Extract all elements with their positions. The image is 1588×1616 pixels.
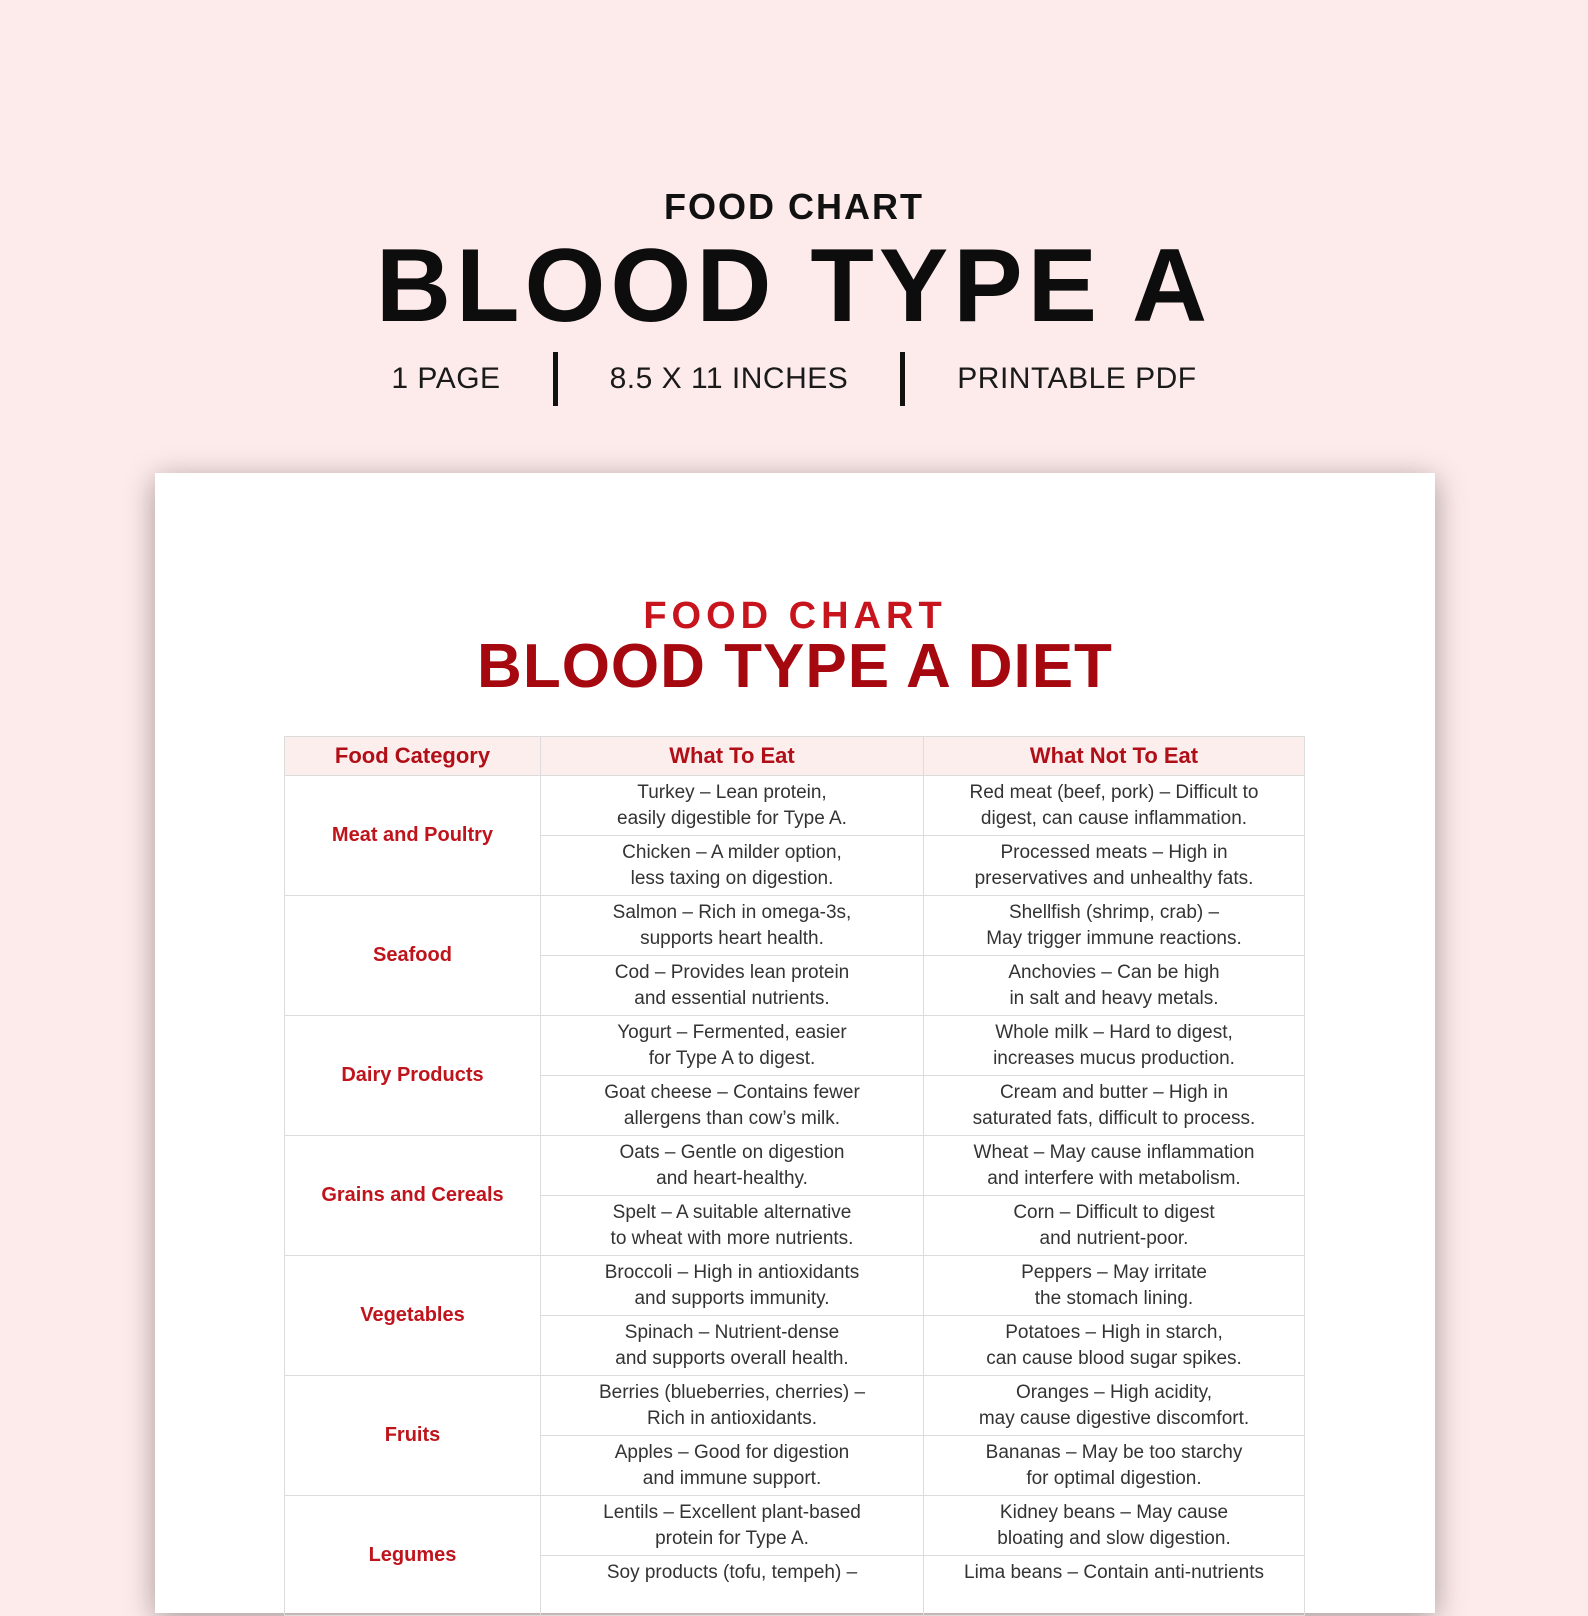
what-not-to-eat-cell <box>924 1016 1305 1076</box>
column-header-avoid: What Not To Eat <box>924 737 1305 776</box>
food-category-cell: Vegetables <box>285 1256 541 1376</box>
cell-text-line: Turkey – Lean protein, <box>637 781 827 803</box>
diet-table <box>284 736 1305 1616</box>
what-not-to-eat-cell <box>924 1076 1305 1136</box>
cell-text-line: Berries (blueberries, cherries) – <box>598 1381 866 1403</box>
cell-text-line: for Type A to digest. <box>648 1047 816 1069</box>
spec-size: 8.5 X 11 INCHES <box>609 362 849 395</box>
cell-text-line: Corn – Difficult to digest <box>1013 1201 1215 1223</box>
cell-text-line: Cod – Provides lean protein <box>614 961 850 983</box>
cell-text-line: protein for Type A. <box>655 1527 809 1549</box>
cell-text-line: Wheat – May cause inflammation <box>973 1141 1255 1163</box>
what-to-eat-cell <box>541 1016 924 1076</box>
cell-text-line: Yogurt – Fermented, easier <box>617 1021 847 1043</box>
product-specs <box>0 352 1588 406</box>
what-to-eat-cell <box>541 836 924 896</box>
cell-text-line: Goat cheese – Contains fewer <box>604 1081 860 1103</box>
what-not-to-eat-cell <box>924 1196 1305 1256</box>
cell-text-line: May trigger immune reactions. <box>986 927 1242 949</box>
cell-text-line: increases mucus production. <box>993 1047 1235 1069</box>
what-not-to-eat-cell <box>924 1316 1305 1376</box>
cell-text-line: Oats – Gentle on digestion <box>619 1141 845 1163</box>
document-preview <box>155 473 1435 1613</box>
what-to-eat-cell <box>541 776 924 836</box>
cell-text-line: Rich in antioxidants. <box>646 1407 818 1429</box>
cell-text-line <box>551 1586 913 1612</box>
food-category-cell: Dairy Products <box>285 1016 541 1136</box>
food-category-cell: Meat and Poultry <box>285 776 541 896</box>
document-title: BLOOD TYPE A DIET <box>477 632 1113 701</box>
cell-text-line: and essential nutrients. <box>634 987 830 1009</box>
cell-text-line: Shellfish (shrimp, crab) – <box>1008 901 1220 923</box>
cell-text-line: easily digestible for Type A. <box>617 807 847 829</box>
cell-text-line: Broccoli – High in antioxidants <box>604 1261 860 1283</box>
spec-pages: 1 PAGE <box>391 362 501 395</box>
what-to-eat-cell <box>541 1376 924 1436</box>
cell-text-line: and interfere with metabolism. <box>987 1167 1241 1189</box>
cell-text-line: preservatives and unhealthy fats. <box>974 867 1254 889</box>
what-to-eat-cell <box>541 1076 924 1136</box>
cell-text-line: Processed meats – High in <box>1000 841 1228 863</box>
what-not-to-eat-cell <box>924 1496 1305 1556</box>
food-category-cell: Seafood <box>285 896 541 1016</box>
cell-text-line: Apples – Good for digestion <box>614 1441 850 1463</box>
cell-text-line: Kidney beans – May cause <box>999 1501 1229 1523</box>
cell-text-line: digest, can cause inflammation. <box>980 807 1248 829</box>
cell-text-line: Spinach – Nutrient-dense <box>624 1321 840 1343</box>
what-to-eat-cell <box>541 1496 924 1556</box>
table-row <box>285 1136 1305 1196</box>
table-row <box>285 1016 1305 1076</box>
cell-text-line: and immune support. <box>642 1467 822 1489</box>
cell-text-line: Oranges – High acidity, <box>1015 1381 1213 1403</box>
cell-text-line: bloating and slow digestion. <box>997 1527 1231 1549</box>
cell-text-line: Peppers – May irritate <box>1021 1261 1207 1283</box>
what-not-to-eat-cell <box>924 1136 1305 1196</box>
table-row <box>285 776 1305 836</box>
cell-text-line: Cream and butter – High in <box>999 1081 1229 1103</box>
cell-text-line: saturated fats, difficult to process. <box>972 1107 1256 1129</box>
cell-text-line: Lentils – Excellent plant-based <box>603 1501 861 1523</box>
what-not-to-eat-cell <box>924 896 1305 956</box>
cell-text-line: and supports immunity. <box>634 1287 830 1309</box>
cell-text-line: can cause blood sugar spikes. <box>986 1347 1242 1369</box>
hero-subtitle: FOOD CHART <box>664 186 924 227</box>
what-to-eat-cell <box>541 1136 924 1196</box>
food-category-cell: Fruits <box>285 1376 541 1496</box>
cell-text-line: may cause digestive discomfort. <box>978 1407 1250 1429</box>
what-not-to-eat-cell <box>924 1376 1305 1436</box>
column-header-category: Food Category <box>285 737 541 776</box>
cell-text-line: and heart-healthy. <box>656 1167 808 1189</box>
cell-text-line: Chicken – A milder option, <box>622 841 842 863</box>
spec-format: PRINTABLE PDF <box>957 362 1197 395</box>
cell-text-line: the stomach lining. <box>1034 1287 1194 1309</box>
cell-text-line: Lima beans – Contain anti-nutrients <box>964 1561 1264 1583</box>
what-not-to-eat-cell <box>924 776 1305 836</box>
what-to-eat-cell <box>541 1196 924 1256</box>
cell-text-line: less taxing on digestion. <box>630 867 834 889</box>
cell-text-line: supports heart health. <box>640 927 824 949</box>
table-row <box>285 1496 1305 1556</box>
what-to-eat-cell <box>541 1556 924 1616</box>
food-category-cell: Grains and Cereals <box>285 1136 541 1256</box>
table-header-row <box>285 737 1305 776</box>
what-not-to-eat-cell <box>924 956 1305 1016</box>
cell-text-line: Anchovies – Can be high <box>1008 961 1220 983</box>
what-to-eat-cell <box>541 956 924 1016</box>
what-not-to-eat-cell <box>924 1436 1305 1496</box>
cell-text-line <box>934 1586 1294 1612</box>
cell-text-line: Red meat (beef, pork) – Difficult to <box>969 781 1259 803</box>
cell-text-line: and supports overall health. <box>615 1347 849 1369</box>
hero-title: BLOOD TYPE A <box>375 228 1213 344</box>
cell-text-line: and nutrient-poor. <box>1039 1227 1189 1249</box>
cell-text-line: allergens than cow’s milk. <box>623 1107 841 1129</box>
cell-text-line: Spelt – A suitable alternative <box>612 1201 852 1223</box>
cell-text-line: to wheat with more nutrients. <box>610 1227 854 1249</box>
what-to-eat-cell <box>541 1316 924 1376</box>
what-not-to-eat-cell <box>924 1556 1305 1616</box>
what-not-to-eat-cell <box>924 836 1305 896</box>
what-to-eat-cell <box>541 896 924 956</box>
food-category-cell: Legumes <box>285 1496 541 1616</box>
cell-text-line: Potatoes – High in starch, <box>1005 1321 1223 1343</box>
what-not-to-eat-cell <box>924 1256 1305 1316</box>
cell-text-line: Whole milk – Hard to digest, <box>995 1021 1233 1043</box>
table-row <box>285 896 1305 956</box>
cell-text-line: for optimal digestion. <box>1026 1467 1202 1489</box>
table-body <box>285 776 1305 1616</box>
what-to-eat-cell <box>541 1256 924 1316</box>
cell-text-line: Soy products (tofu, tempeh) – <box>606 1561 858 1583</box>
table-row <box>285 1256 1305 1316</box>
table-row <box>285 1376 1305 1436</box>
what-to-eat-cell <box>541 1436 924 1496</box>
cell-text-line: Salmon – Rich in omega-3s, <box>612 901 852 923</box>
column-header-eat: What To Eat <box>541 737 924 776</box>
document-subtitle: FOOD CHART <box>643 595 947 637</box>
cell-text-line: Bananas – May be too starchy <box>985 1441 1243 1463</box>
cell-text-line: in salt and heavy metals. <box>1009 987 1219 1009</box>
